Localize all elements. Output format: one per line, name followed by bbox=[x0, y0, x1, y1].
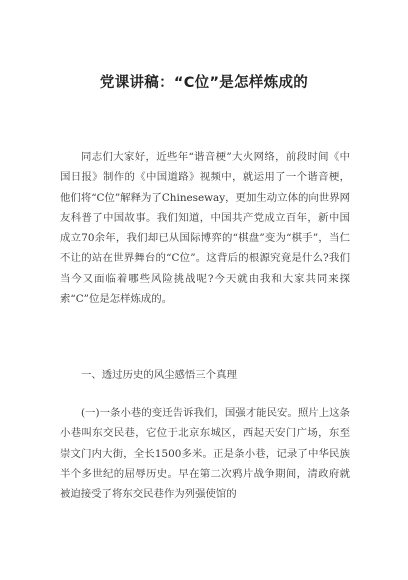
body-paragraph: (一)一条小巷的变迁告诉我们，国强才能民安。照片上这条小巷叫东交民巷，它位于北京东城区，西起天安门广场，东至崇文门内大街，全长1500多米。正是条小巷，记录了中华民族半个多世纪的屈辱历史。早在第二次鸦片战争期间，清政府就被迫接受了将东交民巷作为列强使馆的 bbox=[60, 407, 350, 501]
intro-paragraph: 同志们大家好，近些年“谐音梗”大火网络，前段时间《中国日报》制作的《中国道路》视频中，就运用了一个谐音梗，他们将“C位”解释为了Chineseway，更加生动立体的向世界网友科普了中国故事。我们知道，中国共产党成立百年，新中国成立70余年，我们却已从国际博弈的“棋盘”变为“棋手”，当仁不让的站在世界舞台的“C位”。这背后的根源究竟是什么?我们当今又面临着哪些风险挑战呢?今天就由我和大家共同来探索“C”位是怎样炼成的。 bbox=[60, 151, 350, 306]
document-title: 党课讲稿：“C位”是怎样炼成的 bbox=[99, 75, 309, 91]
section-heading: 一、透过历史的风尘感悟三个真理 bbox=[81, 369, 237, 381]
